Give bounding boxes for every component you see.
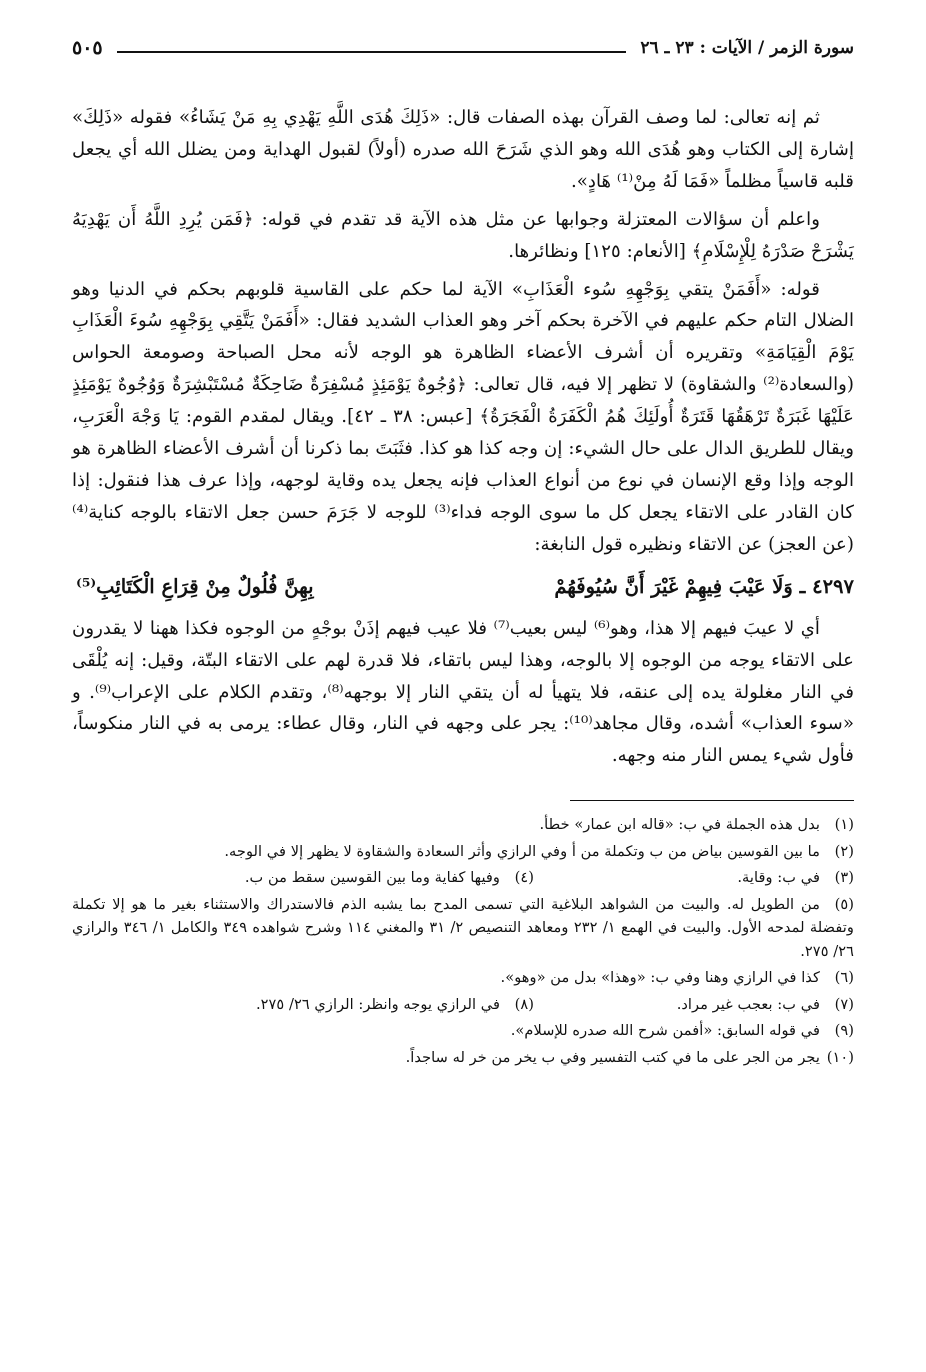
verse-first-hemistich: ٤٢٩٧ ـ وَلَا عَيْبَ فِيهِمْ غَيْرَ أَنَّ سُيُوفَهُمْ [554, 574, 854, 598]
footnote-number: (٤) [514, 869, 534, 887]
footnote-text: من الطويل له. والبيت من الشواهد البلاغية التي تسمى المدح بما يشبه الذم فالاستدراك والاستثناء بغير ما هو إلا تكملة وتفضلة لمدحه الأول. والبيت في الهمع ١/ ٢٣٢ ومعاهد التنصيص ٢/ ٣١ والمغني ١١٤ وشرح شواهده ٣٤٩ والكامل ١/ ٣٤٦ والرازي ٢٦/ ٢٧٥. [72, 895, 854, 960]
footnote-number: (٦) [834, 969, 854, 987]
footnotes [72, 813, 854, 1069]
footnote-text: كذا في الرازي وهنا وفي ب: «وهذا» بدل من «وهو». [500, 969, 820, 987]
footnote-text: ما بين القوسين بياض من ب وتكملة من أ وفي الرازي وأثر السعادة والشقاوة لا يظهر إلا في الوجه. [224, 842, 820, 860]
footnote-1 [72, 813, 854, 837]
footnote-text: في ب: بعجب غير مراد. [676, 995, 820, 1013]
footnote-text: في ب: وقاية. [737, 869, 820, 887]
footnote-number: (٣) [834, 869, 854, 887]
paragraph-2: واعلم أن سؤالات المعتزلة وجوابها عن مثل هذه الآية قد تقدم في قوله: ﴿فَمَن يُرِدِ اللَّهُ أَن يَهْدِيَهُ يَشْرَحْ صَدْرَهُ لِلْإِسْلَامِ﴾ [الأنعام: ١٢٥] ونظائرها. [72, 208, 854, 262]
footnote-number: (٢) [834, 842, 854, 860]
footnote-number: (١٠) [826, 1048, 854, 1066]
footnote-5 [72, 893, 854, 964]
surah-title: سورة الزمر / الآيات : ٢٣ ـ ٢٦ [640, 38, 854, 58]
paragraph-3: قوله: «أَفَمَنْ يتقي بِوَجْهِهِ سُوء الْعَذَابِ» الآية لما حكم على القاسية قلوبهم بحكم في الدنيا وهو الضلال التام حكم عليهم في الآخرة بحكم آخر وهو العذاب الشديد فقال: «أَفَمَنْ يَتَّقِي بِوَجْهِهِ سُوءَ الْعَذَابِ يَوْمَ الْقِيَامَةِ» وتقريره أن أشرف الأعضاء الظاهرة هو الوجه لأنه محل الصباحة وصومعة الحواس (والسعادة⁽²⁾ والشقاوة) لا تظهر إلا فيه، قال تعالى: ﴿وُجُوهٌ يَوْمَئِذٍ مُسْفِرَةٌ ضَاحِكَةٌ مُسْتَبْشِرَةٌ وَوُجُوهٌ يَوْمَئِذٍ عَلَيْهَا غَبَرَةٌ تَرْهَقُهَا قَتَرَةٌ أُولَئِكَ هُمُ الْكَفَرَةُ الْفَجَرَةُ﴾ [عبس: ٣٨ ـ ٤٢]. ويقال لمقدم القوم: يَا وَجْهَ الْعَرَبِ، ويقال للطريق الدال على حال الشيء: إن وجه كذا هو كذا. فثَبَتَ بما ذكرنا أن أشرف الأعضاء الظاهرة هو الوجه وإذا وقع الإنسان في نوع من أنواع العذاب فإنه يجعل يده وقاية لوجهه، وإذا عرف هذا فنقول: إذا كان القادر على الاتقاء يجعل كل ما سوى الوجه فداء⁽³⁾ للوجه لا جَرَمَ حسن جعل الاتقاء بالوجه كناية⁽⁴⁾ (عن العجز) عن الاتقاء ونظيره قول النابغة: [72, 278, 854, 555]
footnote-number: (٨) [514, 995, 534, 1013]
footnote-number: (٧) [834, 995, 854, 1013]
paragraph-4: أي لا عيبَ فيهم إلا هذا، وهو⁽⁶⁾ ليس بعيب⁽⁷⁾ فلا عيب فيهم إذَنْ بوجْهٍ من الوجوه فكذا ههنا لا يقدرون على الاتقاء يوجه من الوجوه إلا بالوجه، وهذا ليس باتقاء، فلا قدرة لهم على الاتقاء البتّة، وقيل: إنه يُلْقَى في النار مغلولة يده إلى عنقه، فلا يتهيأ له أن يتقي النار إلا بوجهه⁽⁸⁾، وتقدم الكلام على الإعراب⁽⁹⁾. و «سوء العذاب» أشده، وقال مجاهد⁽¹⁰⁾: يجر على وجهه في النار، وقال عطاء: يرمى به في النار منكوساً، فأول شيء يمس النار منه وجهه. [72, 617, 855, 767]
footnote-separator [570, 800, 854, 801]
footnote-9 [72, 1019, 854, 1043]
running-header [72, 34, 854, 62]
footnote-text: في قوله السابق: «أفمن شرح الله صدره للإسلام». [510, 1022, 820, 1040]
footnote-text: في الرازي يوجه وانظر: الرازي ٢٦/ ٢٧٥. [255, 995, 500, 1013]
footnote-number: (٩) [834, 1022, 854, 1040]
footnote-6 [72, 966, 854, 990]
footnote-number: (٥) [834, 895, 854, 913]
header-rule [117, 51, 627, 53]
footnote-7-8 [72, 993, 854, 1017]
verse-second-hemistich: بِهِنَّ فُلُولٌ مِنْ قِرَاعِ الْكَتَائِبِ⁽⁵⁾ [76, 574, 314, 598]
footnote-10 [72, 1046, 854, 1070]
footnote-2 [72, 840, 854, 864]
footnote-text: وفيها كفاية وما بين القوسين سقط من ب. [244, 869, 500, 887]
footnote-text: بدل هذه الجملة في ب: «قاله ابن عمار» خطأ. [539, 816, 820, 834]
footnote-number: (١) [834, 816, 854, 834]
footnote-3-4 [72, 866, 854, 890]
main-text [72, 102, 854, 772]
page-number: ٥٠٥ [72, 37, 103, 59]
poetry-verse [72, 567, 854, 607]
paragraph-1: ثم إنه تعالى: لما وصف القرآن بهذه الصفات قال: «ذَلِكَ هُدَى اللَّهِ يَهْدِي بِهِ مَنْ يَشَاءُ» فقوله «ذَلِكَ» إشارة إلى الكتاب وهو هُدَى الله وهو الذي شَرَحَ الله صدره (أولاً) لقبول الهداية ومن يضلل الله أي يجعل قلبه قاسياً مظلماً «فَمَا لَهُ مِنْ⁽¹⁾ هَادٍ». [72, 107, 854, 192]
footnote-text: يجر من الجر على ما في كتب التفسير وفي ب يخر من خر له ساجداً. [405, 1048, 820, 1066]
